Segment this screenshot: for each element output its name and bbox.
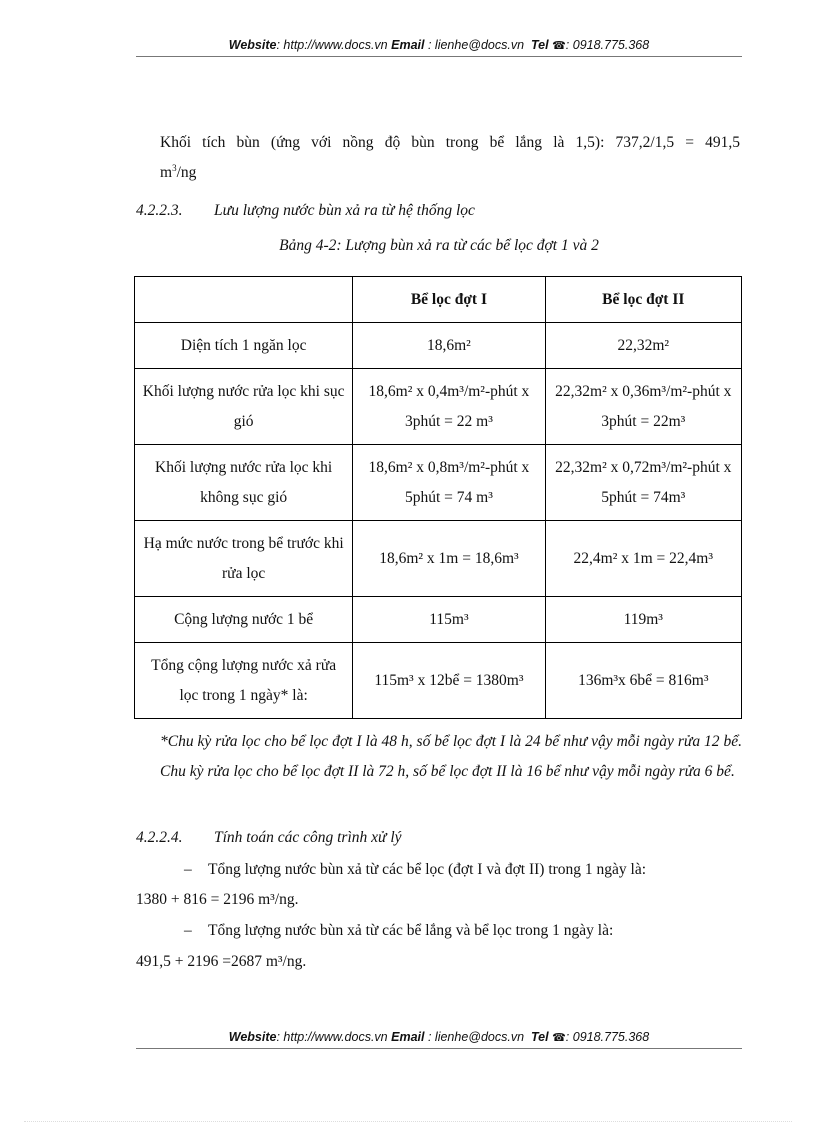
- table-cell: Cộng lượng nước 1 bể: [135, 597, 353, 643]
- header-website-label: Website: [228, 38, 277, 52]
- header-email-label: Email: [391, 38, 425, 52]
- table-cell: 22,32m²: [545, 323, 741, 369]
- table-caption: Bảng 4-2: Lượng bùn xả ra từ các bể lọc đợt 1 và 2: [279, 237, 599, 254]
- footer-website-url[interactable]: : http://www.docs.vn: [276, 1030, 388, 1044]
- bullet-item: [184, 858, 646, 882]
- table-cell: 136m³x 6bể = 816m³: [545, 643, 741, 719]
- table-cell: 22,32m² x 0,36m³/m²-phút x 3phút = 22m³: [545, 369, 741, 445]
- bullet-text: Tổng lượng nước bùn xả từ các bể lọc (đợt I và đợt II) trong 1 ngày là:: [208, 861, 647, 878]
- footer-tel-label: Tel: [531, 1030, 549, 1044]
- table-row: [135, 445, 742, 521]
- table-cell: Khối lượng nước rửa lọc khi không sục gió: [135, 445, 353, 521]
- section-number: 4.2.2.4.: [136, 829, 183, 846]
- bullet-dash: –: [184, 861, 192, 878]
- section-heading-4-2-2-4: [136, 826, 402, 850]
- table-row: [135, 643, 742, 719]
- table-cell: Khối lượng nước rửa lọc khi sục gió: [135, 369, 353, 445]
- table-cell: 119m³: [545, 597, 741, 643]
- header-email-value[interactable]: : lienhe@docs.vn: [427, 38, 525, 52]
- table-footnote: *Chu kỳ rửa lọc cho bể lọc đợt I là 48 h, số bể lọc đợt I là 24 bể như vậy mỗi ngày rửa 12 bể. Chu kỳ rửa lọc cho bể lọc đợt II là 72 h, số bể lọc đợt II là 16 bể như vậy mỗi ngày rửa 6 bể.: [160, 733, 742, 780]
- table-cell: 18,6m² x 0,8m³/m²-phút x 5phút = 74 m³: [353, 445, 545, 521]
- table-header-cell: Bể lọc đợt II: [545, 277, 741, 323]
- bullet-continuation: 491,5 + 2196 =2687 m³/ng.: [136, 953, 307, 970]
- intro-line-2: $m^3/ng$: [160, 163, 197, 181]
- table-cell: 22,4m² x 1m = 22,4m³: [545, 521, 741, 597]
- phone-icon: ☎: [552, 40, 566, 52]
- footer-email-value[interactable]: : lienhe@docs.vn: [427, 1030, 525, 1044]
- footer-email-label: Email: [391, 1030, 425, 1044]
- bullet-item: [184, 919, 613, 943]
- section-title: Lưu lượng nước bùn xả ra từ hệ thống lọc: [214, 202, 475, 219]
- header-website-url[interactable]: : http://www.docs.vn: [276, 38, 388, 52]
- table-cell: Hạ mức nước trong bể trước khi rửa lọc: [135, 521, 353, 597]
- table-cell: Tổng cộng lượng nước xả rửa lọc trong 1 ngày* là:: [135, 643, 353, 719]
- table-cell: 18,6m²: [353, 323, 545, 369]
- table-row: [135, 369, 742, 445]
- table-row: [135, 521, 742, 597]
- table-cell: 115m³: [353, 597, 545, 643]
- header-tel-label: Tel: [531, 38, 549, 52]
- footer-website-label: Website: [228, 1030, 277, 1044]
- bullet-dash: –: [184, 922, 192, 939]
- table-row: [135, 597, 742, 643]
- phone-icon: ☎: [552, 1032, 566, 1044]
- section-title: Tính toán các công trình xử lý: [214, 829, 402, 846]
- table-cell: 18,6m² x 0,4m³/m²-phút x 3phút = 22 m³: [353, 369, 545, 445]
- footer-tel-value: : 0918.775.368: [565, 1030, 650, 1044]
- header-tel-value: : 0918.775.368: [565, 38, 650, 52]
- table-row: [135, 323, 742, 369]
- page-edge-divider: [24, 1121, 792, 1122]
- section-number: 4.2.2.3.: [136, 202, 183, 219]
- table-header-row: [135, 277, 742, 323]
- table-cell: 22,32m² x 0,72m³/m²-phút x 5phút = 74m³: [545, 445, 741, 521]
- table-cell: Diện tích 1 ngăn lọc: [135, 323, 353, 369]
- section-heading-4-2-2-3: [136, 199, 475, 223]
- table-header-cell: [135, 277, 353, 323]
- sludge-table: [134, 276, 742, 719]
- table-cell: 18,6m² x 1m = 18,6m³: [353, 521, 545, 597]
- bullet-continuation: 1380 + 816 = 2196 m³/ng.: [136, 891, 299, 908]
- bullet-text: Tổng lượng nước bùn xả từ các bể lắng và bể lọc trong 1 ngày là:: [208, 922, 614, 939]
- page-footer: [136, 1030, 742, 1049]
- table-header-cell: Bể lọc đợt I: [353, 277, 545, 323]
- intro-line-1: Khối tích bùn (ứng với nồng độ bùn trong bể lắng là 1,5): 737,2/1,5 = 491,5: [160, 134, 740, 151]
- page-header: [136, 38, 742, 57]
- table-cell: 115m³ x 12bể = 1380m³: [353, 643, 545, 719]
